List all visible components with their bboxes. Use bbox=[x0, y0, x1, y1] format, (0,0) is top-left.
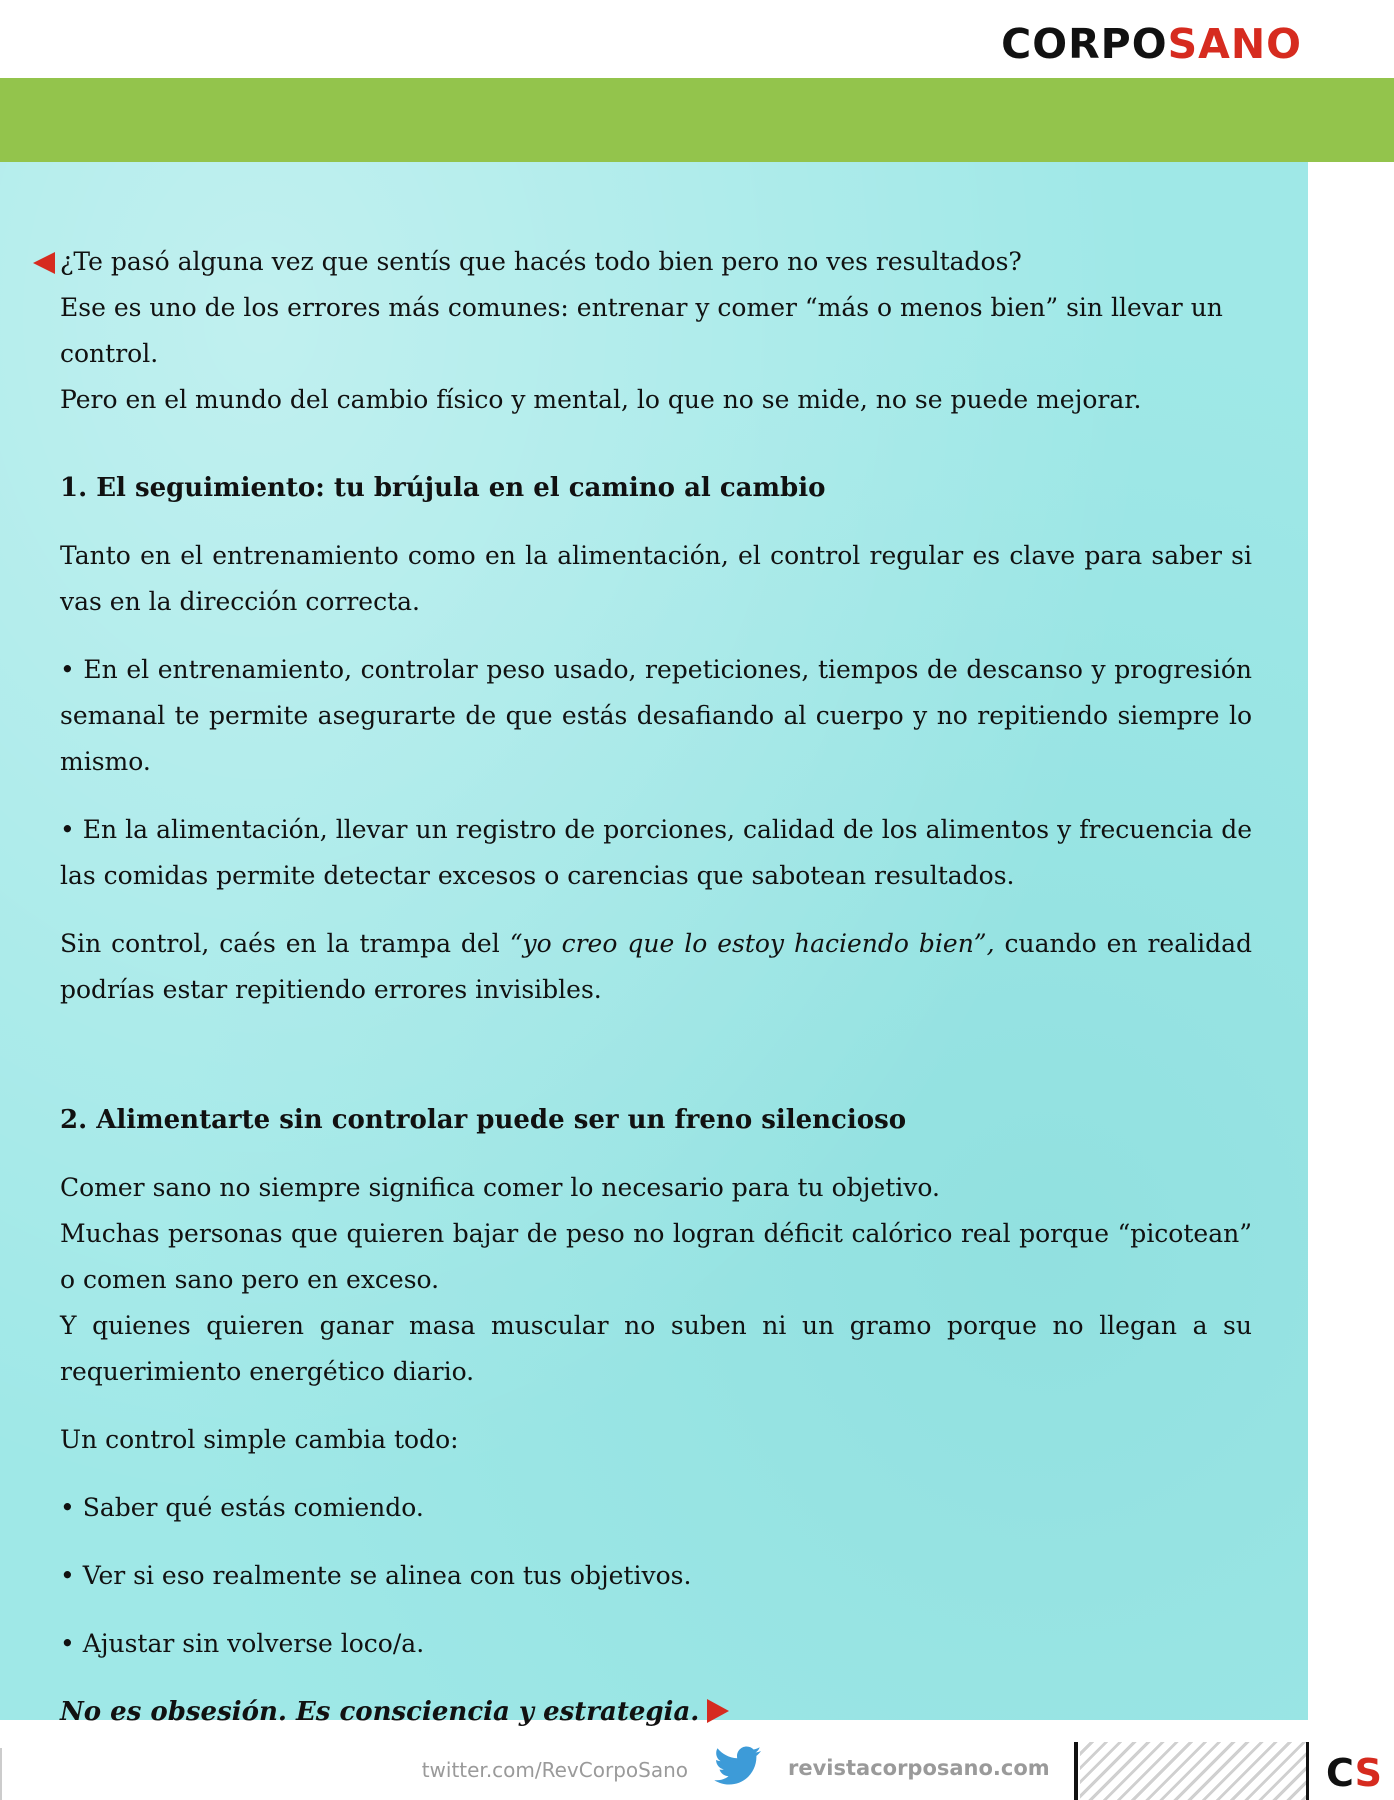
section-1-paragraph: Tanto en el entrenamiento como en la alimentación, el control regular es clave para saber si vas en la dirección correcta. bbox=[60, 541, 1252, 616]
logo-sano: SANO bbox=[1167, 20, 1302, 68]
section-2-line-3: Y quienes quieren ganar masa muscular no suben ni un gramo porque no llegan a su requerimiento energético diario. bbox=[60, 1311, 1252, 1386]
section-2-line-2: Muchas personas que quieren bajar de peso no logran déficit calórico real porque “picotean” o comen sano pero en exceso. bbox=[60, 1219, 1252, 1294]
closing-statement-text: No es obsesión. Es consciencia y estrategia. bbox=[60, 1697, 700, 1727]
cs-badge-s: S bbox=[1354, 1751, 1382, 1795]
intro-line-2: Ese es uno de los errores más comunes: entrenar y comer “más o menos bien” sin llevar un control. bbox=[60, 293, 1223, 368]
cs-badge-logo bbox=[1326, 1752, 1382, 1794]
article-panel bbox=[0, 162, 1308, 1727]
twitter-link[interactable]: twitter.com/RevCorpoSano bbox=[421, 1758, 688, 1782]
footer-stripes bbox=[1080, 1742, 1306, 1800]
triangle-left-icon bbox=[33, 252, 55, 274]
triangle-right-icon bbox=[707, 1699, 729, 1723]
green-header-band bbox=[0, 78, 1394, 162]
article-content bbox=[60, 239, 1252, 1735]
footer-left-rule bbox=[0, 1748, 2, 1800]
section-1-closing-paragraph bbox=[60, 921, 1252, 1013]
section-2-heading: 2. Alimentarte sin controlar puede ser un freno silencioso bbox=[60, 1105, 907, 1135]
logo-corpo: CORPO bbox=[1001, 20, 1168, 68]
section-2-bullet-2: • Ver si eso realmente se alinea con tus objetivos. bbox=[60, 1561, 692, 1590]
section-2-bullet-3: • Ajustar sin volverse loco/a. bbox=[60, 1629, 425, 1658]
section-1-bullet-training: • En el entrenamiento, controlar peso usado, repeticiones, tiempos de descanso y progresión semanal te permite asegurarte de que estás desafiando al cuerpo y no repitiendo siempre lo mismo. bbox=[60, 655, 1252, 776]
section-1-bullet-nutrition: • En la alimentación, llevar un registro de porciones, calidad de los alimentos y frecuencia de las comidas permite detectar excesos o carencias que sabotean resultados. bbox=[60, 815, 1252, 890]
intro-block bbox=[60, 239, 1252, 423]
section-2-line-1: Comer sano no siempre significa comer lo necesario para tu objetivo. bbox=[60, 1173, 940, 1202]
website-link[interactable]: revistacorposano.com bbox=[788, 1756, 1050, 1780]
footer bbox=[0, 1742, 1394, 1800]
closing-text-quote: “yo creo que lo estoy haciendo bien”, bbox=[509, 929, 995, 958]
closing-text-after: cuando en realidad podrías estar repitiendo errores invisibles. bbox=[60, 929, 1253, 1004]
section-2-bullet-1: • Saber qué estás comiendo. bbox=[60, 1493, 424, 1522]
intro-line-3: Pero en el mundo del cambio físico y mental, lo que no se mide, no se puede mejorar. bbox=[60, 385, 1142, 414]
cs-badge-c: C bbox=[1326, 1751, 1355, 1795]
footer-divider-left bbox=[1074, 1742, 1078, 1800]
corposano-logo bbox=[1001, 22, 1302, 66]
intro-line-1: ¿Te pasó alguna vez que sentís que hacés todo bien pero no ves resultados? bbox=[60, 247, 1022, 276]
twitter-bird-icon[interactable] bbox=[714, 1746, 762, 1788]
closing-statement bbox=[60, 1689, 1252, 1735]
closing-text-before: Sin control, caés en la trampa del bbox=[60, 929, 510, 958]
section-2-lead: Un control simple cambia todo: bbox=[60, 1425, 459, 1454]
section-1-heading: 1. El seguimiento: tu brújula en el camino al cambio bbox=[60, 473, 826, 503]
footer-divider-right bbox=[1306, 1742, 1309, 1800]
